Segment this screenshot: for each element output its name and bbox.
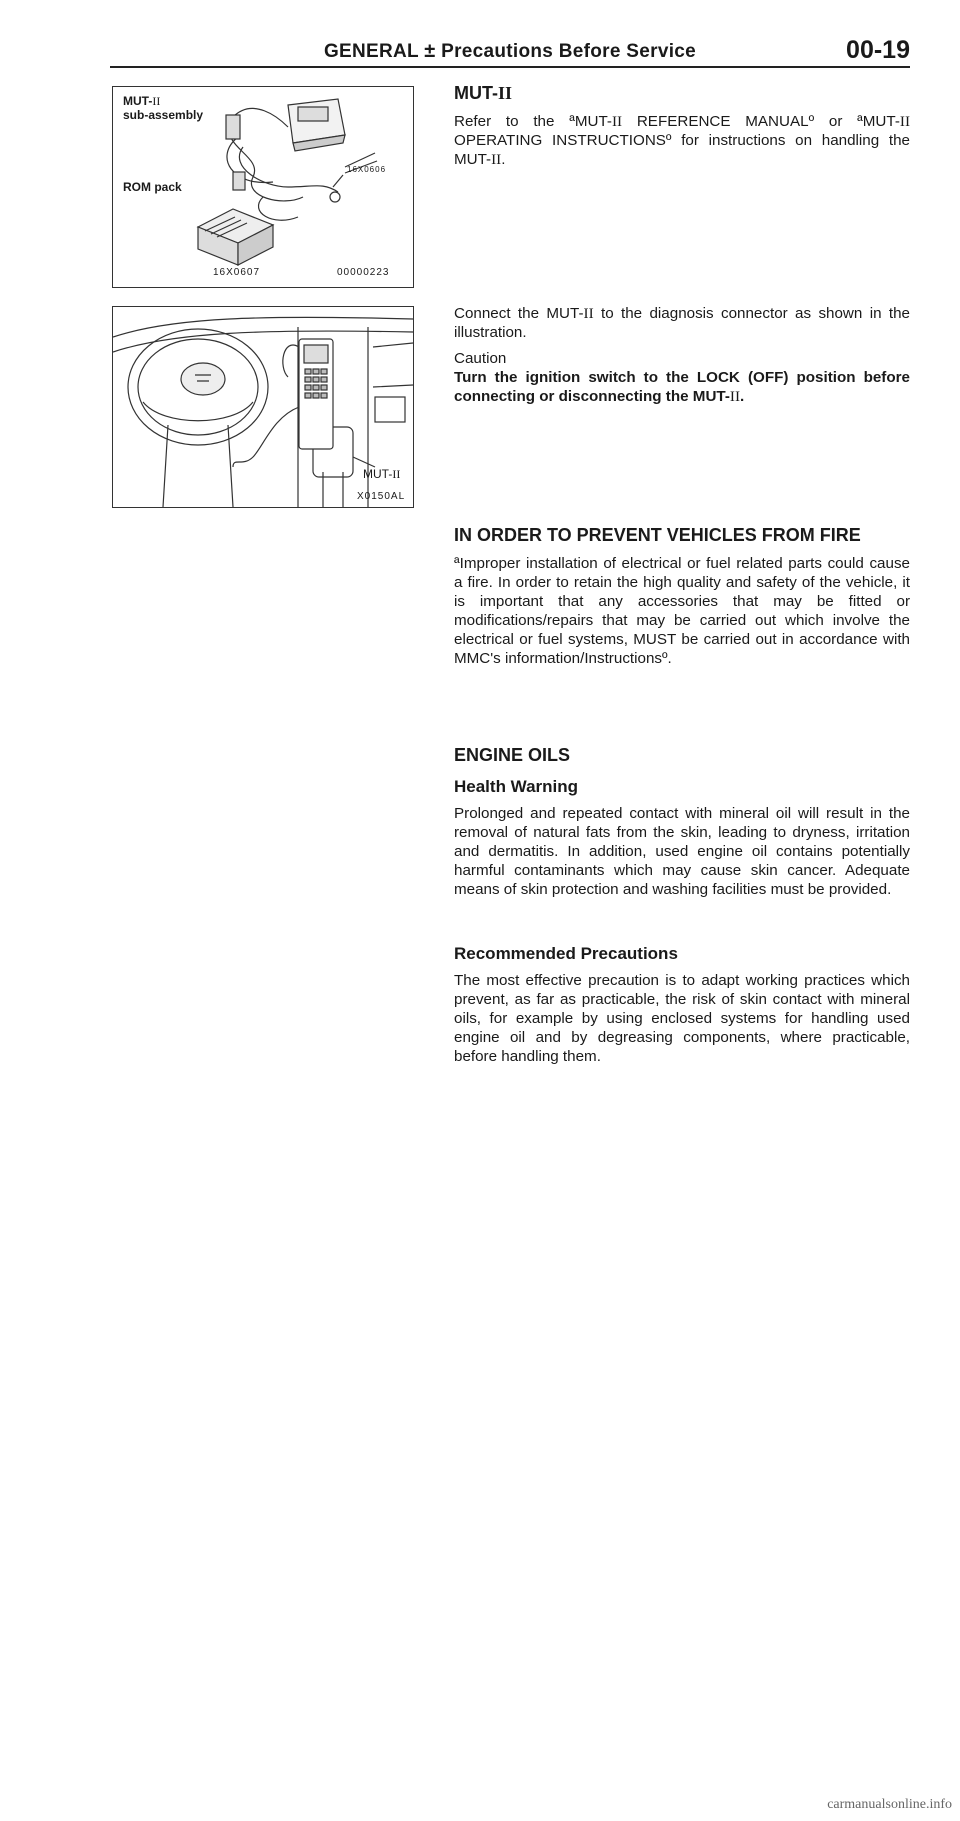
paragraph-connect: Connect the MUT-II to the diagnosis connector as shown in the illustration. <box>454 305 910 341</box>
section-connect <box>454 304 910 406</box>
paragraph-mut: Refer to the ªMUT-II REFERENCE MANUALº or ªMUT-II OPERATING INSTRUCTIONSº for instructions on handling the MUT-II. <box>454 113 911 168</box>
caution-text: Turn the ignition switch to the LOCK (OFF) position before connecting or disconnecting the MUT-II. <box>454 369 910 405</box>
section-mut <box>454 82 910 169</box>
page-header <box>110 36 910 66</box>
code-16x0606: 16X0606 <box>347 165 387 174</box>
heading-recommended-precautions: Recommended Precautions <box>454 944 678 963</box>
caution-title: Caution <box>454 350 507 367</box>
figure-mut-sub-assembly <box>112 86 414 288</box>
label-rom-pack: ROM pack <box>123 180 182 194</box>
heading-mut: MUT-II <box>454 83 513 103</box>
label-mut-2: MUT-II <box>363 467 401 481</box>
header-section: GENERAL <box>323 41 419 62</box>
heading-health-warning: Health Warning <box>454 777 579 796</box>
figure-diagnosis-connector <box>112 306 414 508</box>
label-sub-assembly: sub-assembly <box>123 108 204 122</box>
section-fire <box>454 524 910 668</box>
figure-code-2: X0150AL <box>357 491 406 502</box>
figure-code: 00000223 <box>337 267 390 278</box>
footer-watermark[interactable]: carmanualsonline.info <box>827 1797 952 1812</box>
label-mut: MUT-II <box>123 94 161 108</box>
page-number: 00-19 <box>846 36 910 64</box>
header-separator: ± <box>424 40 436 62</box>
header-rule <box>110 66 910 68</box>
heading-engine-oils: ENGINE OILS <box>454 745 571 765</box>
header-subtitle: Precautions Before Service <box>441 41 697 62</box>
header-title <box>110 40 910 63</box>
heading-fire: IN ORDER TO PREVENT VEHICLES FROM FIRE <box>454 525 861 545</box>
paragraph-fire: ªImproper installation of electrical or fuel related parts could cause a fire. In order to retain the high quality and safety of the vehicle, it is important that any accessories that may be fitted or modifications/repairs that may be carried out which involve the electrical or fuel systems, MUST be carried out in accordance with MMC's information/Instructionsº. <box>454 555 910 667</box>
paragraph-recommended-precautions: The most effective precaution is to adapt working practices which prevent, as far as practicable, the risk of skin contact with mineral oils, for example by using enclosed systems for handling used engine oil and by degreasing components, where practicable, before handling them. <box>454 972 910 1065</box>
code-16x0607: 16X0607 <box>213 267 261 278</box>
section-engine-oils <box>454 744 910 1066</box>
paragraph-health-warning: Prolonged and repeated contact with mineral oil will result in the removal of natural fats from the skin, leading to dryness, irritation and dermatitis. In addition, used engine oil contains potentially harmful contaminants which may cause skin cancer. Adequate means of skin protection and washing facilities must be provided. <box>454 805 910 898</box>
